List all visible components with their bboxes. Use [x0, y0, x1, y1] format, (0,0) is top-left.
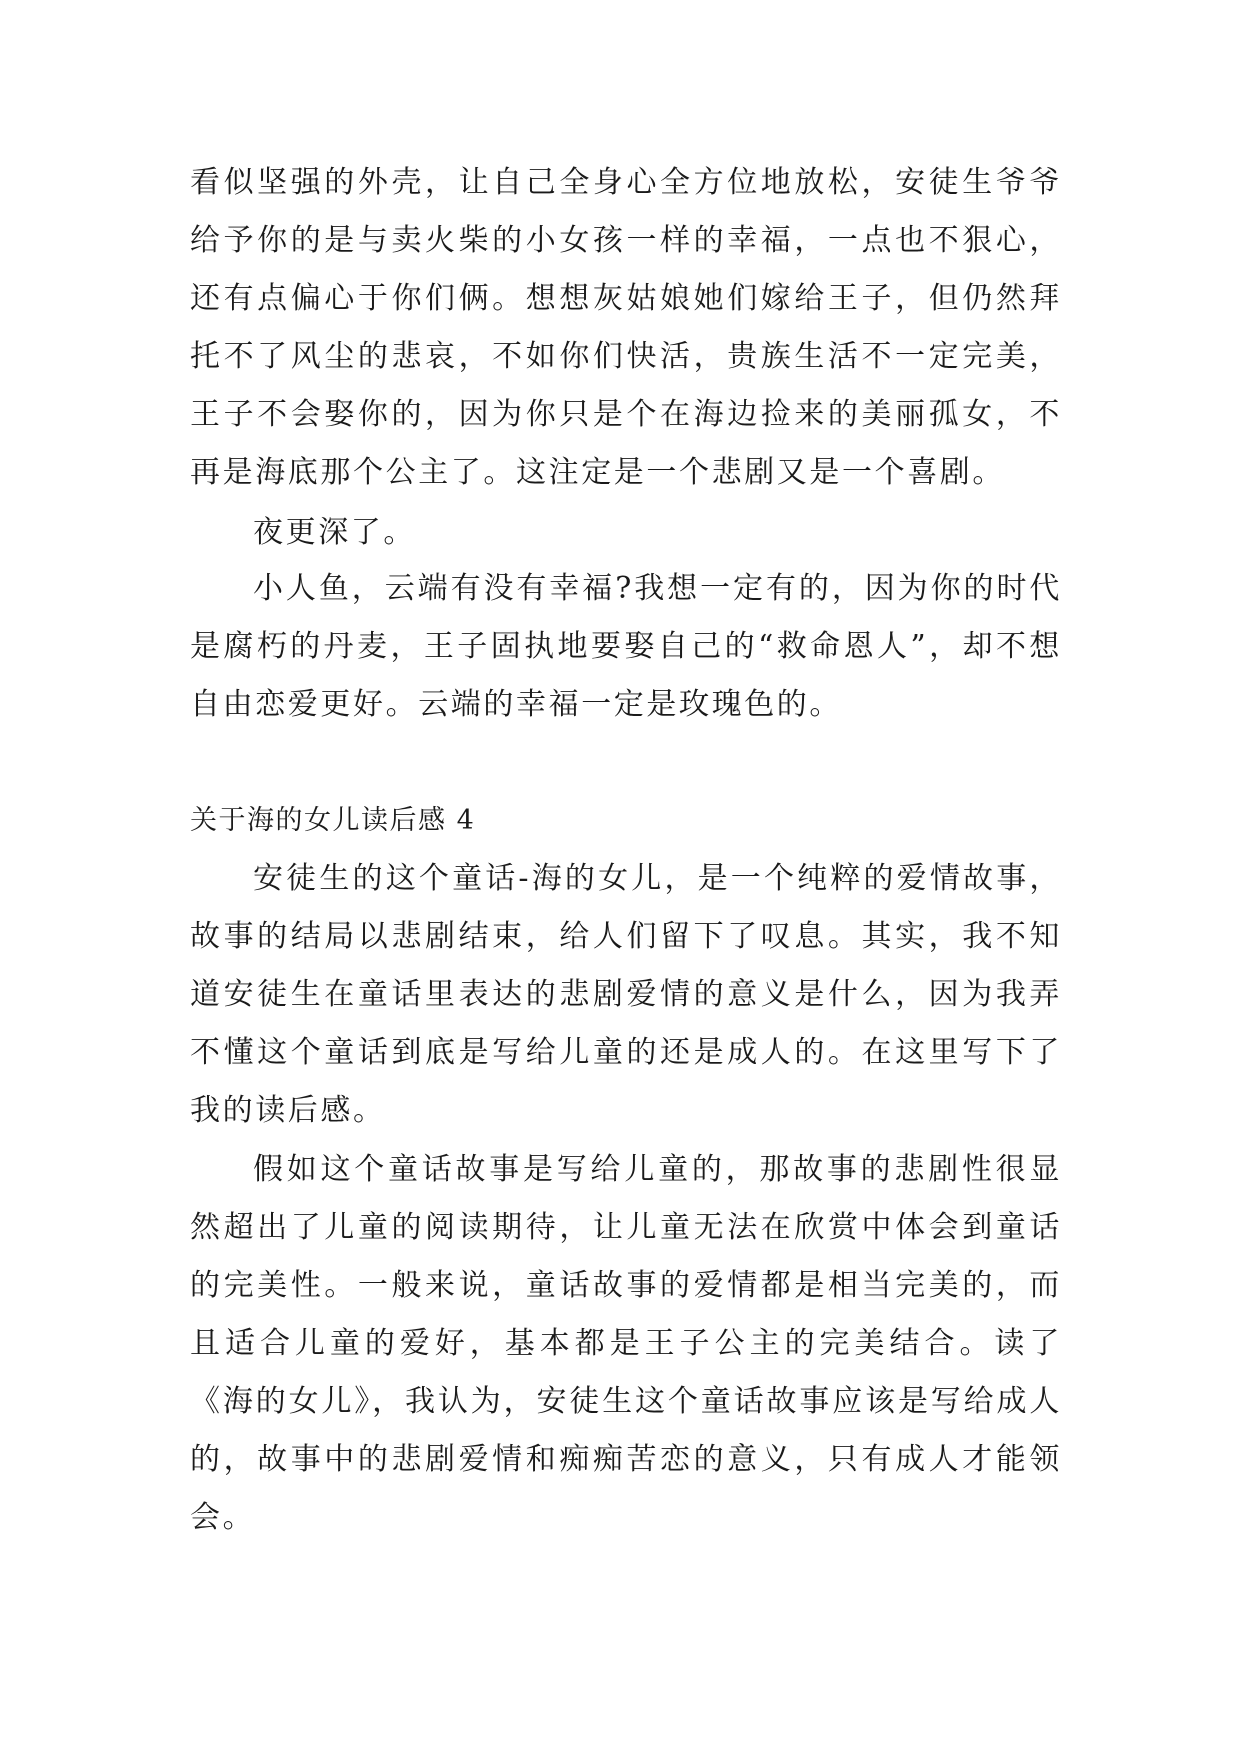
paragraph-text: 小人鱼，云端有没有幸福?我想一定有的，因为你的时代是腐朽的丹麦，王子固执地要娶自己的“救命恩人”，却不想自由恋爱更好。云端的幸福一定是玫瑰色的。 — [190, 571, 1062, 722]
paragraph-text: 看似坚强的外壳，让自己全身心全方位地放松，安徒生爷爷给予你的是与卖火柴的小女孩一样的幸福，一点也不狠心，还有点偏心于你们俩。想想灰姑娘她们嫁给王子，但仍然拜托不了风尘的悲哀，不如你们快活，贵族生活不一定完美，王子不会娶你的，因为你只是个在海边捡来的美丽孤女，不再是海底那个公主了。这注定是一个悲剧又是一个喜剧。 — [190, 165, 1062, 490]
body-paragraph — [190, 1141, 1062, 1547]
body-paragraph — [190, 560, 1062, 734]
body-paragraph — [190, 850, 1062, 1140]
body-paragraph — [190, 504, 1062, 562]
paragraph-text: 安徒生的这个童话-海的女儿，是一个纯粹的爱情故事，故事的结局以悲剧结束，给人们留下了叹息。其实，我不知道安徒生在童话里表达的悲剧爱情的意义是什么，因为我弄不懂这个童话到底是写给儿童的还是成人的。在这里写下了我的读后感。 — [190, 861, 1062, 1128]
section-heading: 关于海的女儿读后感 4 — [190, 805, 476, 836]
body-paragraph — [190, 154, 1062, 502]
paragraph-text: 夜更深了。 — [253, 515, 416, 550]
paragraph-text: 假如这个童话故事是写给儿童的，那故事的悲剧性很显然超出了儿童的阅读期待，让儿童无法在欣赏中体会到童话的完美性。一般来说，童话故事的爱情都是相当完美的，而且适合儿童的爱好，基本都是王子公主的完美结合。读了《海的女儿》，我认为，安徒生这个童话故事应该是写给成人的，故事中的悲剧爱情和痴痴苦恋的意义，只有成人才能领会。 — [190, 1152, 1062, 1535]
